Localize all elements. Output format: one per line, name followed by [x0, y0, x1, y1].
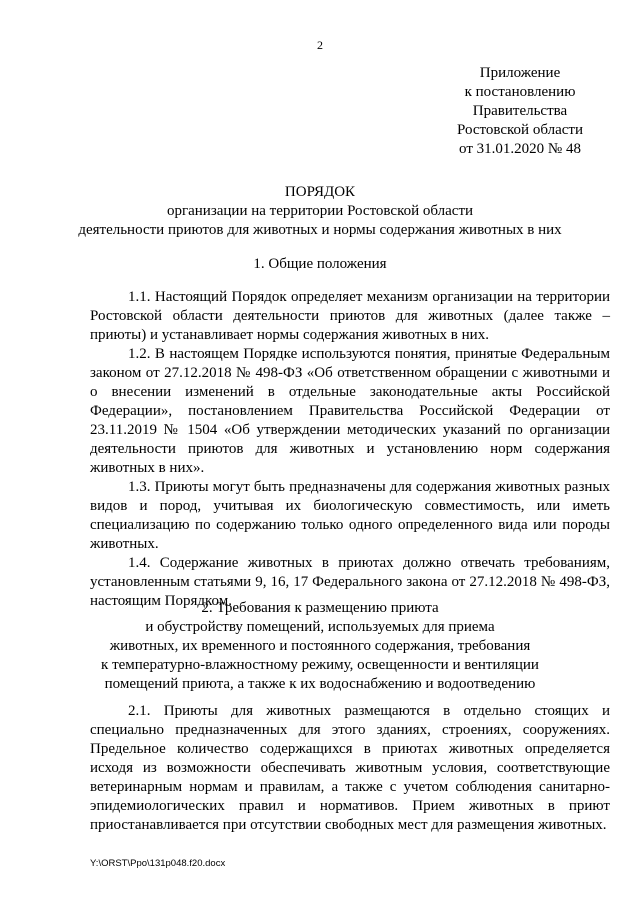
section-1-body [90, 288, 610, 611]
heading-line: и обустройству помещений, используемых для приема [145, 619, 495, 635]
paragraph: 1.2. В настоящем Порядке используются понятия, принятые Федеральным законом от 27.12.2018 № 498-ФЗ «Об ответственном обращении с животными и о внесении изменений в отдельные законодательные акты Российской Федерации», постановлением Правительства Российской Федерации от 23.11.2019 № 1504 «Об утверждении методических указаний по организации деятельности приютов для животных и установлению норм содержания животных в них». [90, 346, 610, 476]
heading-line: 2. Требования к размещению приюта [201, 600, 439, 616]
appendix-line: Приложение [479, 65, 561, 81]
appendix-line: Ростовской области [457, 122, 583, 138]
title-line: деятельности приютов для животных и нормы содержания животных в них [78, 222, 562, 238]
section-1-heading: 1. Общие положения [253, 256, 387, 272]
appendix-line: Правительства [472, 103, 568, 119]
appendix-line: от 31.01.2020 № 48 [459, 141, 581, 157]
document-title [0, 183, 640, 240]
title-main: ПОРЯДОК [284, 184, 356, 200]
paragraph: 1.3. Приюты могут быть предназначены для содержания животных разных видов и пород, учитывая их биологическую совместимость, или иметь специализацию по содержанию только одного определенного вида или породы животных. [90, 479, 610, 552]
paragraph: 1.1. Настоящий Порядок определяет механизм организации на территории Ростовской области деятельности приютов для животных (далее также – приюты) и устанавливает нормы содержания животных в них. [90, 289, 610, 343]
section-2-heading [0, 599, 640, 694]
paragraph: 1.4. Содержание животных в приютах должно отвечать требованиям, установленным статьями 9, 16, 17 Федерального закона от 27.12.2018 № 498-ФЗ, настоящим Порядком. [90, 555, 610, 609]
title-line: организации на территории Ростовской области [166, 203, 474, 219]
heading-line: помещений приюта, а также к их водоснабжению и водоотведению [104, 676, 536, 692]
heading-line: животных, их временного и постоянного содержания, требования [109, 638, 531, 654]
heading-line: к температурно-влажностному режиму, освещенности и вентиляции [101, 657, 539, 673]
appendix-block [440, 64, 600, 159]
paragraph: 2.1. Приюты для животных размещаются в отдельно стоящих и специально предназначенных для этого зданиях, строениях, сооружениях. Предельное количество содержащихся в приютах животных определяется исходя из возможности обеспечивать животным условия, соответствующие ветеринарным нормам и правилам, а также с учетом соблюдения санитарно-эпидемиологических правил и нормативов. Прием животных в приют приостанавливается при отсутствии свободных мест для размещения животных. [90, 703, 610, 833]
section-2-body [90, 702, 610, 835]
page-number: 2 [317, 38, 323, 52]
appendix-line: к постановлению [464, 84, 576, 100]
footer-file-path: Y:\ORST\Ppo\131p048.f20.docx [90, 858, 226, 869]
